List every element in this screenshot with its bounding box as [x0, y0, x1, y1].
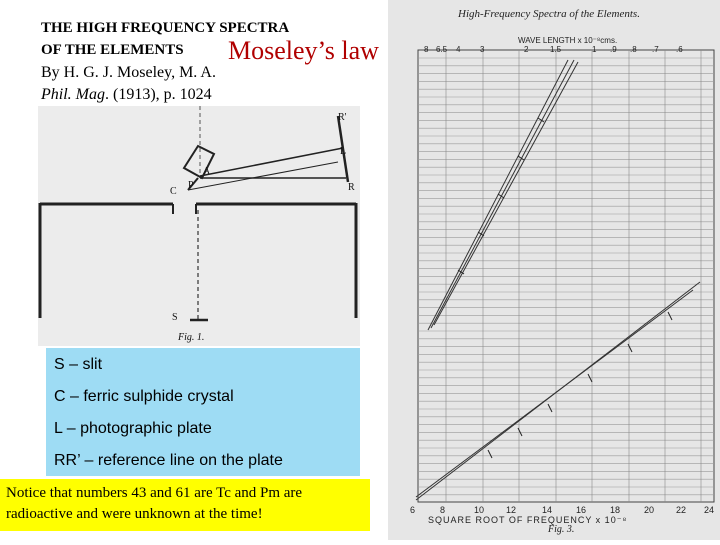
law-heading: Moseley’s law — [228, 36, 379, 65]
svg-text:1.5: 1.5 — [550, 45, 562, 54]
svg-text:4: 4 — [456, 45, 461, 54]
svg-text:6: 6 — [410, 505, 416, 515]
fig3-caption: Fig. 3. — [548, 524, 575, 535]
moseley-plot-drawing — [388, 0, 720, 540]
svg-text:20: 20 — [644, 505, 655, 515]
svg-text:2: 2 — [524, 45, 529, 54]
frequency-axis-label: SQUARE ROOT OF FREQUENCY x 10⁻⁸ — [428, 515, 628, 525]
journal-details: . (1913), p. 1024 — [105, 86, 212, 103]
svg-text:8: 8 — [440, 505, 446, 515]
radioactive-note: Notice that numbers 43 and 61 are Tc and Pm are radioactive and were unknown at the time! — [0, 479, 370, 531]
fig3-title: High-Frequency Spectra of the Elements. — [458, 8, 640, 20]
label-s: S — [172, 312, 178, 323]
svg-text:16: 16 — [576, 505, 587, 515]
wavelength-axis-label: WAVE LENGTH x 10⁻⁸cms. — [518, 36, 618, 45]
journal-reference — [41, 86, 212, 104]
apparatus-figure — [38, 106, 360, 346]
label-a: A — [203, 166, 211, 177]
label-r-prime: R' — [338, 112, 347, 123]
moseley-plot — [388, 0, 720, 540]
label-r: R — [348, 182, 355, 193]
title-line-1: THE HIGH FREQUENCY SPECTRA — [41, 20, 290, 36]
svg-text:1: 1 — [592, 45, 597, 54]
svg-text:10: 10 — [474, 505, 485, 515]
svg-text:12: 12 — [506, 505, 517, 515]
legend-item-reference-line: RR’ – reference line on the plate — [54, 452, 283, 469]
svg-text:.7: .7 — [652, 45, 659, 54]
svg-text:.6: .6 — [676, 45, 683, 54]
legend-box — [46, 348, 360, 476]
label-c: C — [170, 186, 177, 197]
svg-text:6.5: 6.5 — [436, 45, 448, 54]
legend-item-plate: L – photographic plate — [54, 420, 212, 437]
apparatus-diagram — [38, 106, 360, 346]
svg-text:22: 22 — [676, 505, 687, 515]
legend-item-slit: S – slit — [54, 356, 103, 373]
author-line: By H. G. J. Moseley, M. A. — [41, 64, 216, 81]
legend-item-crystal: C – ferric sulphide crystal — [54, 388, 234, 405]
svg-text:14: 14 — [542, 505, 553, 515]
journal-name: Phil. Mag — [41, 86, 105, 103]
label-p: P — [188, 180, 194, 191]
title-line-2: OF THE ELEMENTS — [41, 42, 184, 58]
svg-text:3: 3 — [480, 45, 485, 54]
svg-text:24: 24 — [704, 505, 715, 515]
svg-text:8: 8 — [424, 45, 429, 54]
svg-text:18: 18 — [610, 505, 621, 515]
svg-text:.9: .9 — [610, 45, 617, 54]
fig1-caption: Fig. 1. — [178, 332, 205, 343]
svg-text:.8: .8 — [630, 45, 637, 54]
label-l: L — [340, 146, 347, 157]
